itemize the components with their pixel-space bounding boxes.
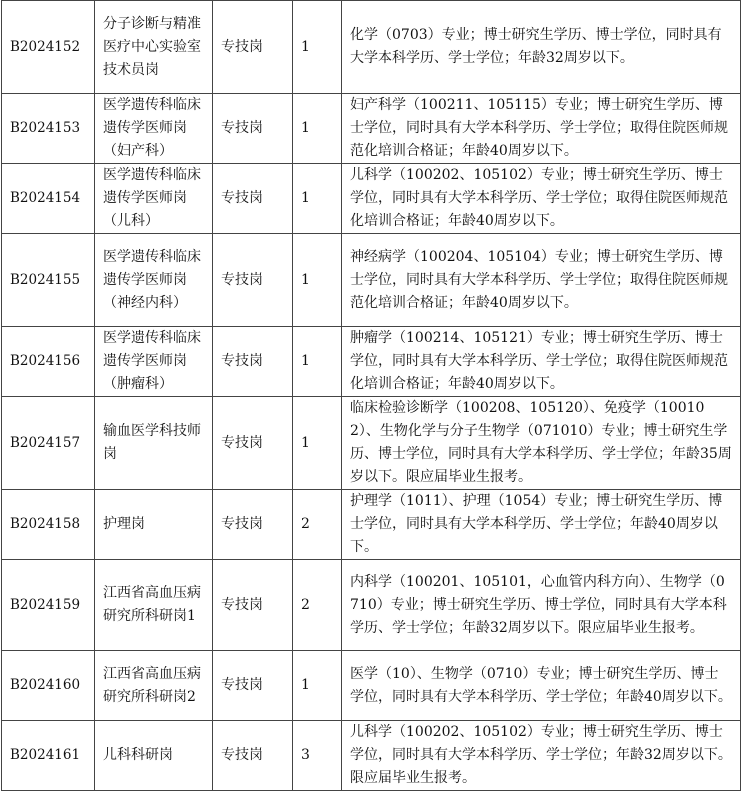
position-count: 1 — [293, 234, 342, 327]
position-name: 医学遗传科临床遗传学医师岗（肿瘤科） — [95, 327, 213, 397]
position-type: 专技岗 — [213, 651, 293, 721]
position-name: 江西省高血压病研究所科研岗1 — [95, 560, 213, 651]
position-name: 儿科科研岗 — [95, 721, 213, 791]
position-type: 专技岗 — [213, 94, 293, 164]
position-count: 2 — [293, 560, 342, 651]
position-type: 专技岗 — [213, 397, 293, 490]
position-count: 1 — [293, 327, 342, 397]
table-row — [2, 234, 741, 327]
table-row — [2, 94, 741, 164]
position-name: 医学遗传科临床遗传学医师岗（妇产科） — [95, 94, 213, 164]
position-name: 医学遗传科临床遗传学医师岗（儿科） — [95, 164, 213, 234]
position-requirements: 妇产科学（100211、105115）专业；博士研究生学历、博士学位，同时具有大学本科学历、学士学位；取得住院医师规范化培训合格证；年龄40周岁以下。 — [342, 94, 741, 164]
position-name: 医学遗传科临床遗传学医师岗（神经内科） — [95, 234, 213, 327]
position-code: B2024153 — [2, 94, 95, 164]
position-code: B2024159 — [2, 560, 95, 651]
position-count: 1 — [293, 1, 342, 94]
position-count: 1 — [293, 164, 342, 234]
position-requirements: 护理学（1011）、护理（1054）专业；博士研究生学历、博士学位，同时具有大学本科学历、学士学位；年龄40周岁以下。 — [342, 490, 741, 560]
position-count: 2 — [293, 490, 342, 560]
position-count: 3 — [293, 721, 342, 791]
position-name: 江西省高血压病研究所科研岗2 — [95, 651, 213, 721]
position-requirements: 肿瘤学（100214、105121）专业；博士研究生学历、博士学位，同时具有大学本科学历、学士学位；取得住院医师规范化培训合格证；年龄40周岁以下。 — [342, 327, 741, 397]
table-row — [2, 651, 741, 721]
position-type: 专技岗 — [213, 560, 293, 651]
table-row — [2, 560, 741, 651]
position-code: B2024157 — [2, 397, 95, 490]
position-code: B2024161 — [2, 721, 95, 791]
position-code: B2024158 — [2, 490, 95, 560]
table-row — [2, 721, 741, 791]
position-code: B2024160 — [2, 651, 95, 721]
position-requirements: 医学（10）、生物学（0710）专业；博士研究生学历、博士学位，同时具有大学本科学历、学士学位；年龄40周岁以下。 — [342, 651, 741, 721]
table-row — [2, 1, 741, 94]
positions-table — [1, 0, 741, 791]
position-name: 护理岗 — [95, 490, 213, 560]
position-code: B2024155 — [2, 234, 95, 327]
table-row — [2, 327, 741, 397]
table-row — [2, 397, 741, 490]
position-type: 专技岗 — [213, 164, 293, 234]
position-requirements: 化学（0703）专业；博士研究生学历、博士学位，同时具有大学本科学历、学士学位；年龄32周岁以下。 — [342, 1, 741, 94]
position-requirements: 儿科学（100202、105102）专业；博士研究生学历、博士学位，同时具有大学本科学历、学士学位；年龄32周岁以下。限应届毕业生报考。 — [342, 721, 741, 791]
position-type: 专技岗 — [213, 1, 293, 94]
position-count: 1 — [293, 397, 342, 490]
position-requirements: 内科学（100201、105101，心血管内科方向）、生物学（0710）专业；博士研究生学历、博士学位，同时具有大学本科学历、学士学位；年龄32周岁以下。限应届毕业生报考。 — [342, 560, 741, 651]
position-requirements: 神经病学（100204、105104）专业；博士研究生学历、博士学位，同时具有大学本科学历、学士学位；取得住院医师规范化培训合格证；年龄40周岁以下。 — [342, 234, 741, 327]
position-type: 专技岗 — [213, 721, 293, 791]
position-requirements: 儿科学（100202、105102）专业；博士研究生学历、博士学位，同时具有大学本科学历、学士学位；取得住院医师规范化培训合格证；年龄40周岁以下。 — [342, 164, 741, 234]
position-requirements: 临床检验诊断学（100208、105120）、免疫学（100102）、生物化学与分子生物学（071010）专业；博士研究生学历、博士学位，同时具有大学本科学历、学士学位；年龄35周岁以下。限应届毕业生报考。 — [342, 397, 741, 490]
position-type: 专技岗 — [213, 490, 293, 560]
position-type: 专技岗 — [213, 327, 293, 397]
position-code: B2024156 — [2, 327, 95, 397]
position-code: B2024154 — [2, 164, 95, 234]
position-count: 1 — [293, 94, 342, 164]
position-name: 分子诊断与精准医疗中心实验室技术员岗 — [95, 1, 213, 94]
position-name: 输血医学科技师岗 — [95, 397, 213, 490]
table-row — [2, 164, 741, 234]
position-code: B2024152 — [2, 1, 95, 94]
table-row — [2, 490, 741, 560]
position-type: 专技岗 — [213, 234, 293, 327]
position-count: 1 — [293, 651, 342, 721]
